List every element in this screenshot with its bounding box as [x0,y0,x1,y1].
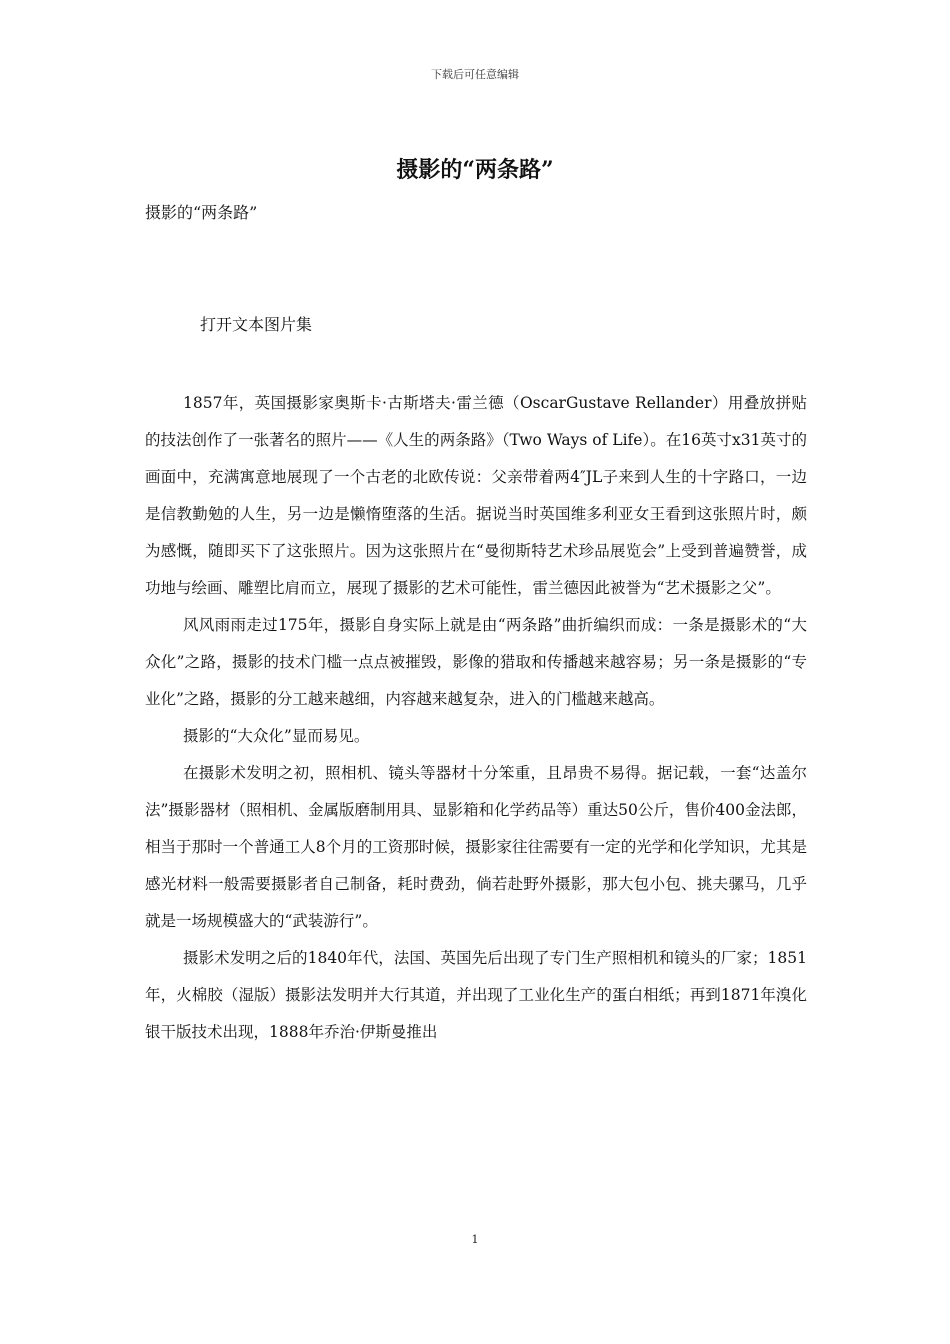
paragraph: 风风雨雨走过175年，摄影自身实际上就是由“两条路”曲折编织而成：一条是摄影术的“大众化”之路，摄影的技术门槛一点点被摧毁，影像的猎取和传播越来越容易；另一条是摄影的“专业化”之路，摄影的分工越来越细，内容越来越复杂，进入的门槛越来越高。 [145,616,807,708]
paragraph: 摄影的“大众化”显而易见。 [183,727,370,745]
body-text [145,385,807,1051]
open-gallery-link[interactable]: 打开文本图片集 [200,315,313,334]
page-number: 1 [471,1233,479,1246]
paragraph: 1857年，英国摄影家奥斯卡·古斯塔夫·雷兰德（OscarGustave Rellander）用叠放拼贴的技法创作了一张著名的照片——《人生的两条路》（Two Ways of Life）。在16英寸x31英寸的画面中，充满寓意地展现了一个古老的北欧传说：父亲带着两4″JL子来到人生的十字路口，一边是信教勤勉的人生，另一边是懒惰堕落的生活。据说当时英国维多利亚女王看到这张照片时，颇为感慨，随即买下了这张照片。因为这张照片在“曼彻斯特艺术珍品展览会”上受到普遍赞誉，成功地与绘画、雕塑比肩而立，展现了摄影的艺术可能性，雷兰德因此被誉为“艺术摄影之父”。 [145,394,807,597]
document-subtitle: 摄影的“两条路” [145,203,258,222]
paragraph: 摄影术发明之后的1840年代，法国、英国先后出现了专门生产照相机和镜头的厂家；1851年，火棉胶（湿版）摄影法发明并大行其道，并出现了工业化生产的蛋白相纸；再到1871年溴化银干版技术出现，1888年乔治·伊斯曼推出 [145,949,807,1041]
document-title: 摄影的“两条路” [396,157,554,183]
paragraph: 在摄影术发明之初，照相机、镜头等器材十分笨重，且昂贵不易得。据记载，一套“达盖尔法”摄影器材（照相机、金属版磨制用具、显影箱和化学药品等）重达50公斤，售价400金法郎，相当于那时一个普通工人8个月的工资那时候，摄影家往往需要有一定的光学和化学知识，尤其是感光材料一般需要摄影者自己制备，耗时费劲，倘若赴野外摄影，那大包小包、挑夫骡马，几乎就是一场规模盛大的“武装游行”。 [145,764,807,930]
header-note: 下载后可任意编辑 [431,68,519,81]
